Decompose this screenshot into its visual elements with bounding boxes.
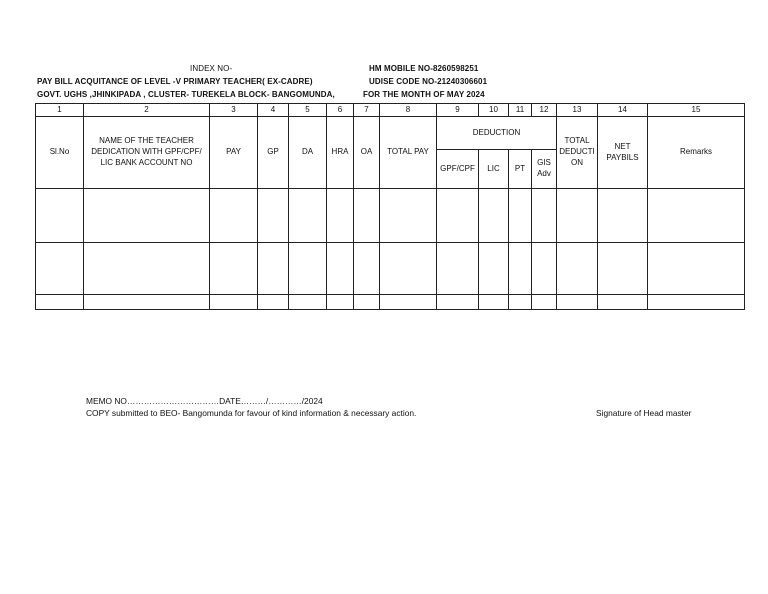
col-num: 13: [557, 104, 598, 117]
col-num: 11: [509, 104, 532, 117]
index-no: INDEX NO-: [190, 64, 233, 73]
header-slno: Sl.No: [36, 117, 84, 189]
pay-bill-table: [35, 103, 745, 310]
col-num: 4: [258, 104, 289, 117]
copy-note: COPY submitted to BEO- Bangomunda for favour of kind information & necessary action.: [86, 408, 417, 418]
col-num: 5: [289, 104, 327, 117]
month-info: FOR THE MONTH OF MAY 2024: [363, 90, 485, 99]
header-gpf-cpf: GPF/CPF: [437, 150, 479, 189]
table-row: [36, 243, 745, 295]
header-gp: GP: [258, 117, 289, 189]
signature-label: Signature of Head master: [596, 408, 692, 418]
table-row: [36, 189, 745, 243]
col-num: 9: [437, 104, 479, 117]
table-row: [36, 295, 745, 310]
udise-code: UDISE CODE NO-21240306601: [369, 77, 488, 86]
col-num: 14: [598, 104, 648, 117]
header-da: DA: [289, 117, 327, 189]
header-hra: HRA: [327, 117, 354, 189]
col-num: 10: [479, 104, 509, 117]
col-num: 12: [532, 104, 557, 117]
col-num: 7: [354, 104, 380, 117]
hm-mobile: HM MOBILE NO-8260598251: [369, 64, 479, 73]
memo-line: MEMO NO……………………………DATE………/…………/2024: [86, 396, 323, 406]
header-remarks: Remarks: [648, 117, 745, 189]
header-total-deduction: TOTAL DEDUCTI ON: [557, 117, 598, 189]
col-num: 1: [36, 104, 84, 117]
col-num: 6: [327, 104, 354, 117]
col-num: 8: [380, 104, 437, 117]
header-pay: PAY: [210, 117, 258, 189]
header-total-pay: TOTAL PAY: [380, 117, 437, 189]
col-num: 3: [210, 104, 258, 117]
school-info: GOVT. UGHS ,JHINKIPADA , CLUSTER- TUREKELA BLOCK- BANGOMUNDA,: [37, 90, 335, 99]
header-net-paybils: NET PAYBILS: [598, 117, 648, 189]
header-oa: OA: [354, 117, 380, 189]
header-pt: PT: [509, 150, 532, 189]
header-teacher-name: NAME OF THE TEACHER DEDICATION WITH GPF/CPF/ LIC BANK ACCOUNT NO: [84, 117, 210, 189]
header-gis-adv: GIS Adv: [532, 150, 557, 189]
col-num: 15: [648, 104, 745, 117]
column-number-row: [36, 104, 745, 117]
header-lic: LIC: [479, 150, 509, 189]
bill-title: PAY BILL ACQUITANCE OF LEVEL -V PRIMARY TEACHER( EX-CADRE): [37, 77, 313, 86]
header-row-1: [36, 117, 745, 150]
col-num: 2: [84, 104, 210, 117]
header-deduction: DEDUCTION: [437, 117, 557, 150]
